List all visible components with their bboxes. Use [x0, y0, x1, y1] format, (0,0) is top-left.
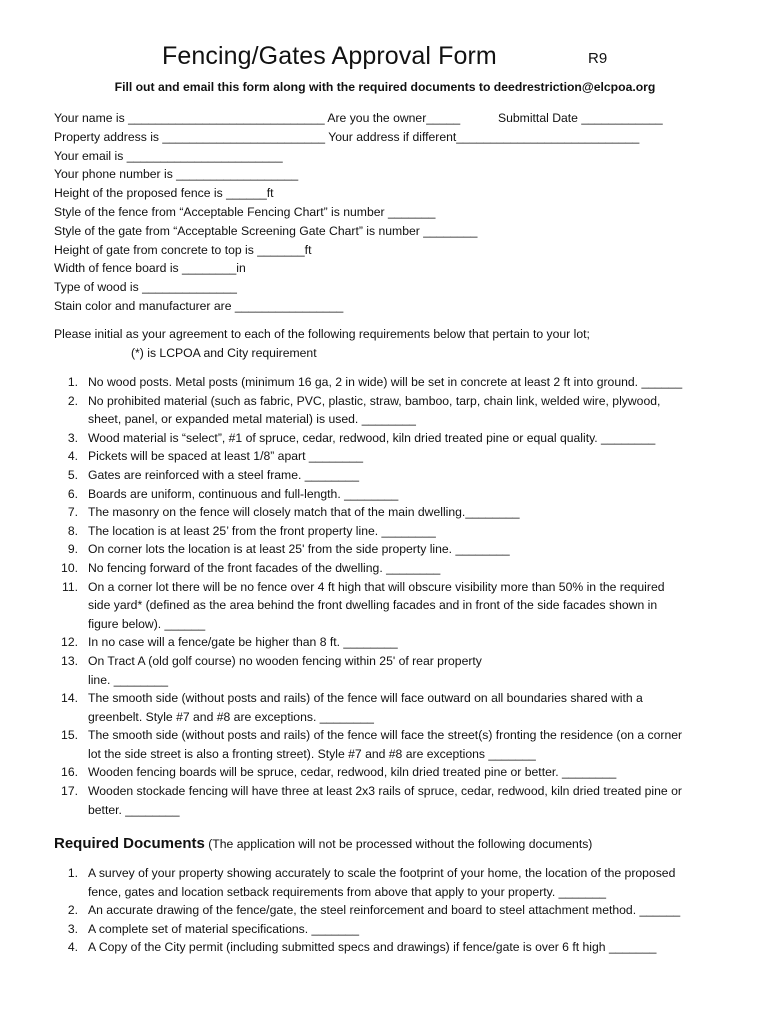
requirement-item [54, 485, 734, 504]
requirement-item-text[interactable]: The masonry on the fence will closely match that of the main dwelling.________ [88, 505, 520, 520]
requirement-item [54, 763, 734, 782]
requirement-item-number: 5. [67, 467, 78, 482]
board-width-field[interactable]: Width of fence board is ________in [54, 261, 246, 276]
requirement-item-text[interactable]: The location is at least 25’ from the front property line. ________ [88, 523, 436, 538]
page-title: Fencing/Gates Approval Form [162, 42, 497, 70]
requirement-item [54, 466, 734, 485]
requirement-item-number: 8. [67, 523, 78, 538]
requirement-item-number: 1. [67, 375, 78, 389]
requirement-item-text[interactable]: On a corner lot there will be no fence over 4 ft high that will obscure visibility more than 50% in the required [88, 579, 665, 594]
requirements-list [54, 373, 734, 819]
document-item-number: 3. [67, 921, 78, 936]
requirement-item [54, 652, 734, 689]
requirement-item-text[interactable]: The smooth side (without posts and rails) of the fence will face the street(s) fronting the residence (on a corner [88, 728, 683, 743]
document-item-text[interactable]: A survey of your property showing accurately to scale the footprint of your home, the location of the proposed [88, 866, 676, 880]
requirement-item [54, 782, 734, 819]
document-item-number: 4. [67, 940, 78, 955]
requirement-item-text[interactable]: greenbelt. Style #7 and #8 are exceptions. ________ [88, 709, 374, 724]
requirement-item-number: 17. [61, 784, 78, 799]
requirement-item-text[interactable]: Wooden fencing boards will be spruce, cedar, redwood, kiln dried treated pine or better. ________ [88, 765, 617, 780]
requirement-item [54, 392, 734, 429]
title-row [0, 42, 770, 76]
fence-style-field[interactable]: Style of the fence from “Acceptable Fencing Chart” is number _______ [54, 204, 436, 219]
requirement-item-text[interactable]: On Tract A (old golf course) no wooden fencing within 25' of rear property [88, 653, 482, 668]
requirement-item-number: 6. [67, 486, 78, 501]
requirement-item-number: 2. [67, 393, 78, 408]
document-item-number: 2. [67, 903, 78, 918]
documents-heading [54, 835, 592, 852]
requirement-item-text[interactable]: sheet, panel, or expanded metal material) is used. ________ [88, 412, 416, 427]
requirement-item-number: 14. [61, 691, 78, 706]
requirement-item-text[interactable]: Wood material is “select”, #1 of spruce, cedar, redwood, kiln dried treated pine or equal quality. ________ [88, 430, 656, 445]
requirement-item [54, 559, 734, 578]
name-field[interactable]: Your name is _____________________________ Are you the owner_____ [54, 111, 461, 125]
name-owner-line [54, 109, 734, 128]
requirement-item-number: 12. [61, 635, 78, 650]
requirement-item-number: 11. [61, 579, 78, 594]
revision-label: R9 [588, 50, 608, 67]
requirement-item [54, 522, 734, 541]
gate-height-field[interactable]: Height of gate from concrete to top is _______ft [54, 242, 312, 257]
document-item-text[interactable]: A Copy of the City permit (including submitted specs and drawings) if fence/gate is over 6 ft high _______ [88, 940, 657, 955]
agreement-note: (*) is LCPOA and City requirement [131, 345, 317, 360]
email-field[interactable]: Your email is _______________________ [54, 148, 283, 163]
documents-subtitle: (The application will not be processed without the following documents) [208, 837, 593, 851]
requirement-item-text[interactable]: side yard* (defined as the area behind the front dwelling facades and in front of the side facades shown in [88, 598, 658, 613]
stain-field[interactable]: Stain color and manufacturer are ________________ [54, 298, 344, 313]
documents-list [54, 864, 734, 957]
requirement-item-text[interactable]: figure below). ______ [88, 616, 206, 631]
documents-title: Required Documents [54, 835, 205, 852]
fence-height-field[interactable]: Height of the proposed fence is ______ft [54, 186, 274, 201]
document-item [54, 920, 734, 939]
requirement-item [54, 447, 734, 466]
agreement-section [54, 325, 734, 363]
document-item-text[interactable]: fence, gates and location setback requirements from above that apply to your property. _______ [88, 884, 607, 899]
requirement-item-text[interactable]: better. ________ [88, 802, 180, 817]
requirement-item-text[interactable]: Wooden stockade fencing will have three at least 2x3 rails of spruce, cedar, redwood, kiln dried treated pine or [88, 784, 682, 799]
requirement-item [54, 373, 734, 392]
requirement-item-text[interactable]: Boards are uniform, continuous and full-length. ________ [88, 486, 399, 501]
requirement-item-text[interactable]: The smooth side (without posts and rails) of the fence will face outward on all boundaries shared with a [88, 691, 643, 706]
requirement-item-text[interactable]: On corner lots the location is at least 25' from the side property line. ________ [88, 542, 510, 557]
agreement-intro: Please initial as your agreement to each of the following requirements below that pertain to your lot; [54, 327, 590, 341]
instruction-text: Fill out and email this form along with the required documents to deedrestriction@elcpoa.org [114, 80, 656, 94]
requirement-item-text[interactable]: Gates are reinforced with a steel frame. ________ [88, 467, 359, 482]
document-item [54, 938, 734, 957]
requirement-item [54, 503, 734, 522]
wood-type-field[interactable]: Type of wood is ______________ [54, 280, 237, 295]
requirement-item-number: 10. [61, 560, 78, 575]
document-item-text[interactable]: A complete set of material specifications. _______ [88, 921, 359, 936]
requirement-item [54, 633, 734, 652]
requirement-item-text[interactable]: No prohibited material (such as fabric, PVC, plastic, straw, bamboo, tarp, chain link, welded wire, plywood, [88, 393, 661, 408]
requirement-item-number: 7. [67, 505, 78, 520]
phone-field[interactable]: Your phone number is __________________ [54, 167, 299, 182]
document-item [54, 864, 734, 901]
requirement-item-text[interactable]: In no case will a fence/gate be higher than 8 ft. ________ [88, 635, 398, 650]
document-item-number: 1. [67, 866, 78, 880]
requirement-item-text[interactable]: line. ________ [88, 672, 168, 687]
submittal-date-field[interactable]: Submittal Date ____________ [498, 111, 663, 125]
requirement-item-number: 13. [61, 653, 78, 668]
requirement-item [54, 578, 734, 634]
requirement-item [54, 540, 734, 559]
requirement-item-text[interactable]: Pickets will be spaced at least 1/8” apart ________ [88, 449, 364, 464]
requirement-item-text[interactable]: No fencing forward of the front facades of the dwelling. ________ [88, 560, 441, 575]
requirement-item-number: 3. [67, 430, 78, 445]
requirement-item [54, 689, 734, 726]
gate-style-field[interactable]: Style of the gate from “Acceptable Screening Gate Chart” is number ________ [54, 223, 478, 238]
document-item-text[interactable]: An accurate drawing of the fence/gate, the steel reinforcement and board to steel attachment method. ______ [88, 903, 681, 918]
requirement-item-number: 15. [61, 728, 78, 743]
applicant-fields [54, 109, 734, 316]
requirement-item-text[interactable]: No wood posts. Metal posts (minimum 16 ga, 2 in wide) will be set in concrete at least 2 ft into ground. ______ [88, 375, 683, 389]
property-address-field[interactable]: Property address is ________________________ Your address if different___________________________ [54, 129, 640, 144]
requirement-item-number: 9. [67, 542, 78, 557]
document-item [54, 901, 734, 920]
requirement-item-text[interactable]: lot the side street is also a fronting street). Style #7 and #8 are exceptions _______ [88, 746, 536, 761]
requirement-item-number: 16. [61, 765, 78, 780]
requirement-item [54, 429, 734, 448]
requirement-item-number: 4. [67, 449, 78, 464]
requirement-item [54, 726, 734, 763]
